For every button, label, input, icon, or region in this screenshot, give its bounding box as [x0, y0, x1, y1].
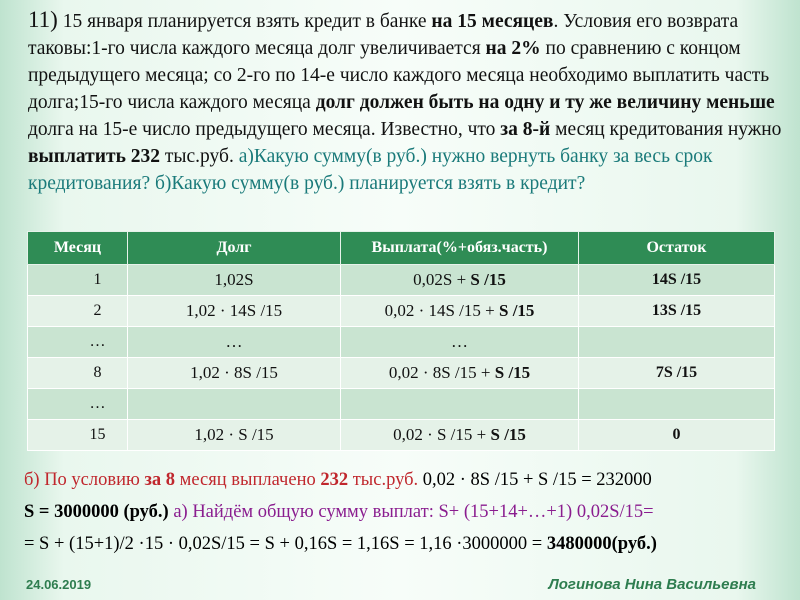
cell-debt: 1,02 · S /15 — [128, 420, 341, 451]
solution-bold: 232 — [320, 470, 349, 490]
cell-debt: 1,02 · 14S /15 — [128, 296, 341, 327]
problem-bold-5: выплатить 232 — [28, 146, 161, 167]
table-header-row — [28, 232, 775, 265]
cell-debt: … — [128, 327, 341, 358]
cell-payment — [341, 296, 579, 327]
solution-line-1 — [24, 468, 652, 492]
header-remainder: Остаток — [579, 232, 775, 265]
header-month: Месяц — [28, 232, 128, 265]
cell-debt: 1,02S — [128, 265, 341, 296]
payment-principal: S /15 — [490, 425, 526, 444]
problem-questions: а)Какую сумму(в руб.) нужно вернуть банку за весь срок кредитования? б)Какую сумму(в руб.) планируется взять в кредит? — [28, 146, 713, 194]
table-row — [28, 265, 775, 296]
solution-answer-total: 3480000(руб.) — [546, 534, 657, 554]
problem-bold-4: за 8-й — [500, 119, 551, 140]
table-row — [28, 420, 775, 451]
cell-month: … — [28, 327, 128, 358]
solution-bold: за 8 — [144, 470, 176, 490]
cell-month: … — [28, 389, 128, 420]
problem-number: 11) — [28, 7, 58, 32]
cell-payment — [341, 389, 579, 420]
cell-debt: 1,02 · 8S /15 — [128, 358, 341, 389]
cell-payment — [341, 420, 579, 451]
footer-date: 24.06.2019 — [26, 577, 92, 592]
cell-payment — [341, 358, 579, 389]
cell-month: 2 — [28, 296, 128, 327]
cell-month: 15 — [28, 420, 128, 451]
problem-bold-3: долг должен быть на одну и ту же величину меньше — [315, 92, 775, 113]
cell-payment — [341, 327, 579, 358]
table-row — [28, 358, 775, 389]
cell-month: 1 — [28, 265, 128, 296]
solution-equation: 0,02 · 8S /15 + S /15 = 232000 — [418, 470, 652, 490]
header-payment: Выплата(%+обяз.часть) — [341, 232, 579, 265]
solution-equation: S+ (15+14+…+1) 0,02S/15= — [438, 502, 654, 522]
problem-text-6: тыс.руб. — [160, 146, 239, 167]
table-row — [28, 296, 775, 327]
problem-text-4: долга на 15-е число предыдущего месяца. Известно, что — [28, 119, 501, 140]
header-debt: Долг — [128, 232, 341, 265]
payment-principal: S /15 — [470, 270, 506, 289]
cell-remainder — [579, 327, 775, 358]
solution-text: б) По условию — [24, 470, 145, 490]
solution-line-3 — [24, 532, 657, 556]
solution-equation: = S + (15+1)/2 ·15 · 0,02S/15 = S + 0,16S = 1,16S = 1,16 ·3000000 = — [24, 534, 547, 554]
payment-principal: S /15 — [499, 301, 535, 320]
cell-remainder: 13S /15 — [579, 296, 775, 327]
payment-part: 0,02 · 8S /15 + — [388, 363, 495, 382]
solution-text: тыс.руб. — [348, 470, 419, 490]
problem-bold-1: на 15 месяцев — [431, 11, 554, 32]
payment-part: 0,02S + — [413, 270, 471, 289]
table-row — [28, 327, 775, 358]
problem-bold-2: на 2% — [485, 38, 541, 59]
payment-part: 0,02 · 14S /15 + — [384, 301, 499, 320]
problem-text-1: 15 января планируется взять кредит в банке — [57, 11, 432, 32]
solution-text: а) Найдём общую сумму выплат: — [168, 502, 439, 522]
cell-month: 8 — [28, 358, 128, 389]
table-row — [28, 389, 775, 420]
solution-text: месяц выплачено — [175, 470, 321, 490]
problem-text-2: . Условия его возврата таковы:1-го числа каждого месяца долг увеличивается — [28, 11, 739, 59]
payment-principal: S /15 — [494, 363, 531, 382]
loan-table — [27, 231, 775, 451]
cell-payment — [341, 265, 579, 296]
payment-part: … — [451, 332, 468, 351]
cell-remainder: 0 — [579, 420, 775, 451]
solution-line-2 — [24, 500, 654, 524]
problem-text-3: по сравнению с концом предыдущего месяца; со 2-го по 14-е число каждого месяца необходимо выплатить часть долга;15-го числа каждого месяца — [28, 38, 770, 113]
cell-debt — [128, 389, 341, 420]
cell-remainder: 14S /15 — [579, 265, 775, 296]
problem-text-5: месяц кредитования нужно — [550, 119, 782, 140]
payment-part: 0,02 · S /15 + — [393, 425, 491, 444]
cell-remainder — [579, 389, 775, 420]
problem-statement — [28, 6, 788, 197]
solution-answer-s: S = 3000000 (руб.) — [24, 502, 169, 522]
footer-author: Логинова Нина Васильевна — [548, 576, 756, 593]
cell-remainder: 7S /15 — [579, 358, 775, 389]
